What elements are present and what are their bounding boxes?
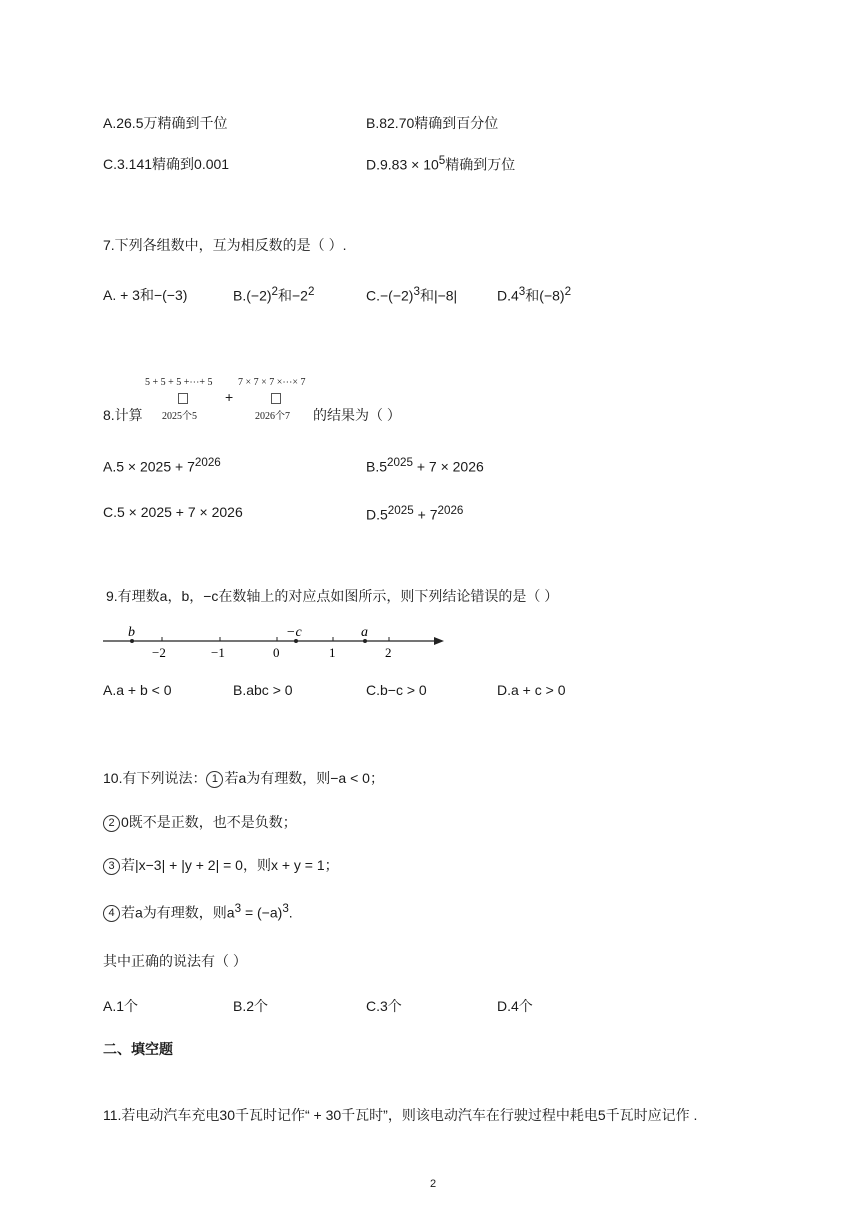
q8-option-c: C.5 × 2025 + 7 × 2026 bbox=[103, 504, 243, 520]
q8-stem-suffix: 的结果为（ ） bbox=[313, 407, 401, 423]
q8-sum-expression: 5 + 5 + 5 +⋯+ 5 bbox=[145, 377, 213, 388]
q8-product-expression: 7 × 7 × 7 ×⋯× 7 bbox=[238, 377, 306, 388]
circled-number: 1 bbox=[206, 771, 223, 788]
q8-brace-placeholder-2 bbox=[271, 392, 281, 408]
q6-option-a: A.26.5万精确到千位 bbox=[103, 115, 228, 131]
page-number: 2 bbox=[430, 1178, 437, 1190]
q10-statement-2: 2 0既不是正数，也不是负数； bbox=[103, 812, 297, 832]
section-title: 二、填空题 bbox=[103, 1041, 173, 1057]
q8-sum-count: 2025个5 bbox=[162, 411, 197, 422]
q7-option-d: $D.4^3$和$(-8)^2$ bbox=[497, 285, 572, 304]
q9-number-line bbox=[100, 620, 450, 665]
q7-option-a: A. + 3和−(−3) bbox=[103, 287, 188, 303]
q6-option-c: C.3.141精确到0.001 bbox=[103, 156, 230, 172]
q8-brace-placeholder bbox=[178, 392, 188, 408]
q10-option-a: A.1个 bbox=[103, 998, 139, 1014]
q10-ask: 其中正确的说法有（ ） bbox=[103, 953, 247, 969]
q8-option-a: $A.5 \times 2025 + 7^{2026}$ bbox=[103, 456, 221, 475]
q7-stem: 7.下列各组数中，互为相反数的是（ ）. bbox=[103, 237, 347, 253]
q6-option-d: $D.9.83 \times 10^5$精确到万位 bbox=[366, 154, 516, 173]
q8-product-count: 2026个7 bbox=[255, 411, 290, 422]
axis-arrow-icon bbox=[434, 637, 444, 645]
q9-option-a: A.a + b < 0 bbox=[103, 682, 172, 698]
tick-label: 1 bbox=[329, 645, 336, 660]
q10-statement-3: 3 若|x−3| + |y + 2| = 0，则x + y = 1； bbox=[103, 855, 339, 875]
q8-plus: + bbox=[225, 389, 234, 405]
q9-option-c: C.b−c > 0 bbox=[366, 682, 427, 698]
q9-option-b: B.abc > 0 bbox=[233, 682, 293, 698]
q6-option-b: B.82.70精确到百分位 bbox=[366, 115, 499, 131]
tick-label: 2 bbox=[385, 645, 392, 660]
q9-option-d: D.a + c > 0 bbox=[497, 682, 566, 698]
point-b-label: b bbox=[128, 625, 135, 640]
circled-number: 3 bbox=[103, 858, 120, 875]
q10-option-d: D.4个 bbox=[497, 998, 533, 1014]
q10-statement-4: 4 若a为有理数，则$a^3 = (-a)^3$. bbox=[103, 902, 293, 923]
tick-label: 0 bbox=[273, 645, 280, 660]
tick-label: −1 bbox=[211, 645, 225, 660]
q10-option-b: B.2个 bbox=[233, 998, 269, 1014]
q8-stem-prefix: 8.计算 bbox=[103, 407, 143, 423]
point-negc-label: −c bbox=[286, 625, 302, 640]
q11-stem: 11.若电动汽车充电30千瓦时记作“ + 30千瓦时”，则该电动汽车在行驶过程中耗电5千瓦时应记作 . bbox=[103, 1107, 698, 1123]
q8-option-d: $D.5^{2025} + 7^{2026}$ bbox=[366, 504, 464, 523]
circled-number: 4 bbox=[103, 905, 120, 922]
circled-number: 2 bbox=[103, 815, 120, 832]
point-a-label: a bbox=[361, 625, 368, 640]
q8-option-b: $B.5^{2025} + 7 \times 2026$ bbox=[366, 456, 484, 475]
q10-option-c: C.3个 bbox=[366, 998, 402, 1014]
tick-label: −2 bbox=[152, 645, 166, 660]
q7-option-b: $B.(-2)^2$和$-2^2$ bbox=[233, 285, 315, 304]
q10-statement-1: 10.有下列说法： 1 若a为有理数，则−a < 0； bbox=[103, 770, 384, 786]
q7-option-c: $C.-(-2)^3$和|−8| bbox=[366, 285, 458, 304]
q9-stem: 9.有理数a，b，−c在数轴上的对应点如图所示，则下列结论错误的是（ ） bbox=[106, 588, 559, 604]
